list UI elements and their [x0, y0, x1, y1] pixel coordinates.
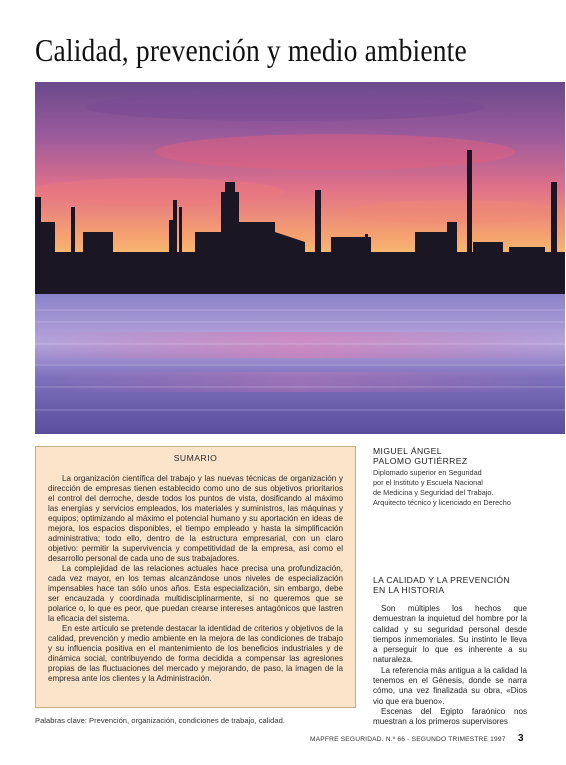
author-name-line: MIGUEL ÁNGEL — [373, 446, 442, 456]
author-name-line: PALOMO GUTIÉRREZ — [373, 456, 468, 466]
section-heading-line: EN LA HISTORIA — [373, 585, 445, 595]
author-bio-line: Arquitecto técnico y licenciado en Derecho — [373, 498, 511, 507]
author-bio-line: por el Instituto y Escuela Nacional — [373, 478, 483, 487]
body-paragraph: Escenas del Egipto faraónico nos muestran a los primeros supervisores — [373, 706, 527, 727]
summary-paragraph: En este artículo se pretende destacar la identidad de criterios y objetivos de la calidad, prevención y medio ambiente en la mejora de las condiciones de trabajo y su influencia positiva en el mantenimiento de los beneficios industriales y de dinámica social, contribuyendo de forma decidida a compensar las agresiones propias de las fluctuaciones del mercado y mejorando, de paso, la imagen de la empresa ante los clientes y la Administración. — [48, 624, 343, 683]
summary-paragraph: La organización científica del trabajo y las nuevas técnicas de organización y dirección de empresas tienen establecido como uno de sus objetivos prioritarios el control del derroche, desde todos los puntos de vista, dosificando al máximo las energías y servicios empleados, los materiales y suministros, las máquinas y equipos; optimizando al máximo el potencial humano y su aportación en ideas de mejora, los espacios disponibles, el tiempo empleado y hasta la simplificación administrativa; todo ello, dentro de la estructura empresarial, con un claro objetivo: permitir la supervivencia y competitividad de la empresa, así como el desarrollo personal de cada uno de sus trabajadores. — [48, 474, 343, 563]
section-heading-line: LA CALIDAD Y LA PREVENCIÓN — [373, 575, 510, 585]
author-block — [373, 446, 553, 508]
author-bio-line: Diplomado superior en Seguridad — [373, 468, 482, 477]
summary-paragraph: La complejidad de las relaciones actuales hace precisa una profundización, cada vez mayor, en los temas alcanzándose unos niveles de especialización impensables hace tan sólo unos años. Esta especialización, sin embargo, debe ser encauzada y coordinada multidisciplinarmente, si no queremos que se polarice o, lo que es peor, que puedan crearse intereses antagónicos que lastren la eficacia del sistema. — [48, 564, 343, 623]
industrial-sunset-photo — [35, 82, 565, 434]
page-title: Calidad, prevención y medio ambiente — [35, 32, 467, 68]
article-body — [373, 604, 527, 728]
body-paragraph: La referencia más antigua a la calidad la tenemos en el Génesis, donde se narra cómo, una vez finalizada su obra, «Dios vio que era bueno». — [373, 665, 527, 706]
author-bio-line: de Medicina y Seguridad del Trabajo. — [373, 488, 494, 497]
summary-box — [35, 446, 356, 708]
summary-heading: SUMARIO — [173, 453, 218, 463]
page-footer: MAPFRE SEGURIDAD. N.º 66 - SEGUNDO TRIMESTRE 1997 — [310, 736, 506, 743]
section-heading — [373, 575, 528, 595]
page-number: 3 — [518, 733, 524, 744]
body-paragraph: Son múltiples los hechos que demuestran la inquietud del hombre por la calidad y su seguridad personal desde tiempos inmemoriales. Su instinto le lleva a perseguir lo que es inherente a su naturaleza. — [373, 604, 527, 665]
keywords-line: Palabras clave: Prevención, organización, condiciones de trabajo, calidad. — [35, 716, 285, 725]
